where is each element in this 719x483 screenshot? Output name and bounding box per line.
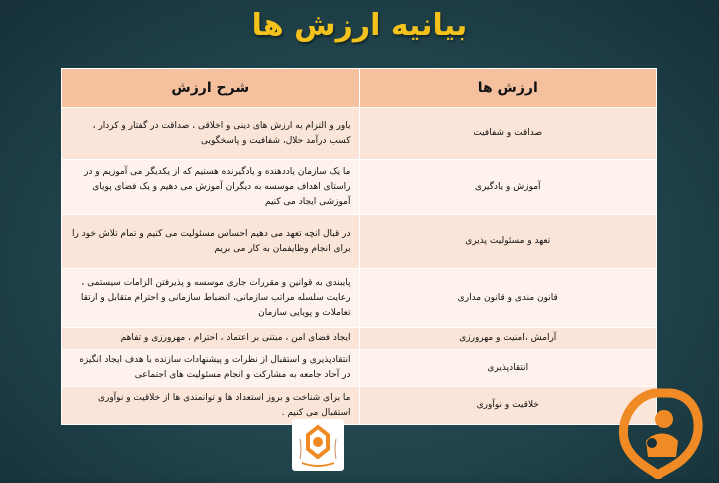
- header-values: ارزش ها: [359, 69, 657, 108]
- value-name: قانون مندی و قانون مداری: [359, 269, 657, 328]
- value-name: انتقادپذیری: [359, 350, 657, 387]
- value-description: ما یک سازمان یاددهنده و یادگیرنده هستیم که از یکدیگر می آموزیم و در راستای اهداف موسسه به دیگران آموزش می دهیم و یک فضای پویای آموزشی ایجاد می کنیم: [62, 160, 360, 215]
- value-name: تعهد و مسئولیت پذیری: [359, 215, 657, 269]
- table-row: [62, 328, 657, 350]
- value-description: باور و التزام به ارزش های دینی و اخلاقی ، صداقت در گفتار و کردار ، کسب درآمد حلال، شفافیت و پاسخگویی: [62, 108, 360, 160]
- values-table: [61, 68, 657, 425]
- value-name: آموزش و یادگیری: [359, 160, 657, 215]
- value-description: در قبال انچه تعهد می دهیم احساس مسئولیت می کنیم و تمام تلاش خود را برای انجام وظایفمان به کار می بریم: [62, 215, 360, 269]
- table-row: [62, 160, 657, 215]
- value-description: ما برای شناخت و بروز استعداد ها و توانمندی ها از خلاقیت و نوآوری استقبال می کنیم .: [62, 387, 360, 425]
- mother-child-logo-icon: [608, 385, 708, 479]
- value-description: انتقادپذیری و استقبال از نظرات و پیشنهادات سازنده با هدف ایجاد انگیزه در آحاد جامعه به مشارکت و انجام مسئولیت های اجتماعی: [62, 350, 360, 387]
- value-description: ایجاد فضای امن ، مبتنی بر اعتماد ، احترام ، مهرورزی و تفاهم: [62, 328, 360, 350]
- institute-logo-icon: [292, 419, 344, 471]
- value-name: صداقت و شفافیت: [359, 108, 657, 160]
- value-name: خلاقیت و نوآوری: [359, 387, 657, 425]
- table-header-row: [62, 69, 657, 108]
- table-row: [62, 108, 657, 160]
- value-name: آرامش ،امنیت و مهرورزی: [359, 328, 657, 350]
- table-row: [62, 269, 657, 328]
- table-row: [62, 350, 657, 387]
- header-description: شرح ارزش: [62, 69, 360, 108]
- table-row: [62, 215, 657, 269]
- page-title: بیانیه ارزش ها: [251, 8, 468, 43]
- value-description: پایبندی به قوانین و مقررات جاری موسسه و پذیرفتن الزامات سیستمی ، رعایت سلسله مراتب سازمانی، انضباط سازمانی و احترام متقابل و ارتقا تعاملات و پویایی سازمان: [62, 269, 360, 328]
- table-row: [62, 387, 657, 425]
